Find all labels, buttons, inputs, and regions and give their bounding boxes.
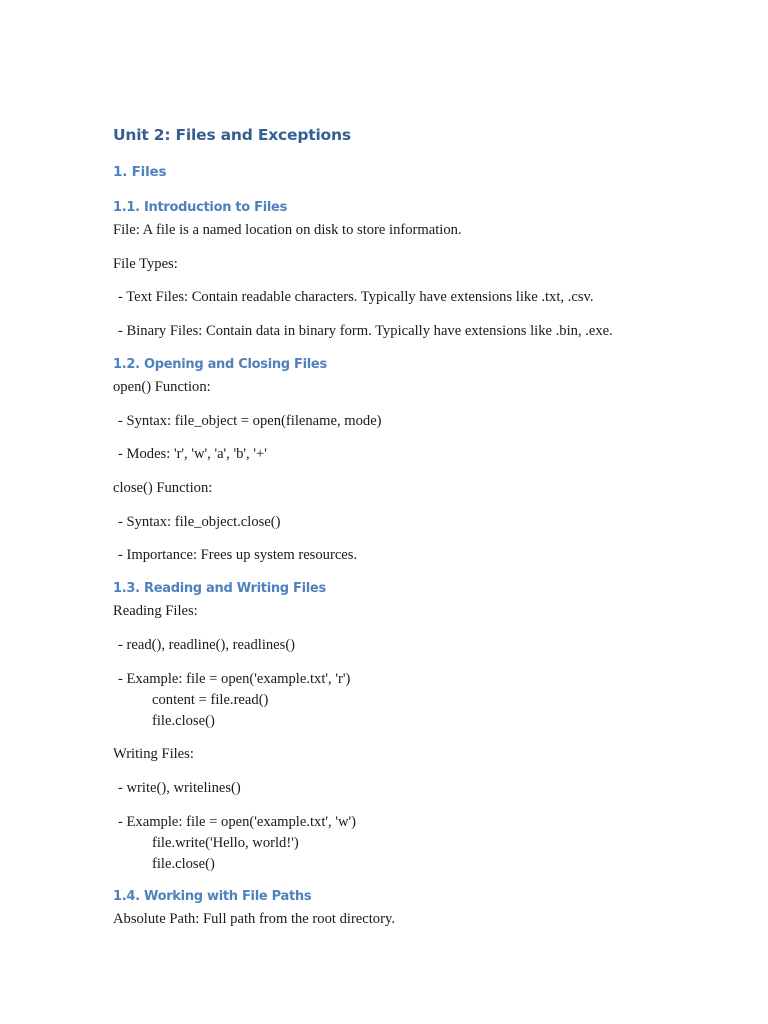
writing-example-line-2: file.write('Hello, world!') xyxy=(152,834,299,851)
reading-example-item xyxy=(118,669,350,731)
subsection-heading-introduction: 1.1. Introduction to Files xyxy=(113,200,288,215)
unit-title: Unit 2: Files and Exceptions xyxy=(113,126,351,144)
reading-files-label: Reading Files: xyxy=(113,603,198,619)
subsection-heading-file-paths: 1.4. Working with File Paths xyxy=(113,889,312,904)
file-types-label: File Types: xyxy=(113,256,178,272)
writing-methods-item: - write(), writelines() xyxy=(118,780,241,796)
text-files-item: - Text Files: Contain readable characters. Typically have extensions like .txt, .csv. xyxy=(118,289,594,305)
reading-methods-item: - read(), readline(), readlines() xyxy=(118,637,296,653)
close-function-label: close() Function: xyxy=(113,480,213,496)
section-heading-files: 1. Files xyxy=(113,164,167,180)
writing-example-line-1: - Example: file = open('example.txt', 'w') xyxy=(118,814,356,830)
reading-example-line-2: content = file.read() xyxy=(152,691,269,708)
subsection-heading-opening-closing: 1.2. Opening and Closing Files xyxy=(113,357,327,372)
writing-files-label: Writing Files: xyxy=(113,746,194,762)
writing-example-item xyxy=(118,812,356,874)
reading-example-line-3: file.close() xyxy=(152,712,215,729)
close-syntax-item: - Syntax: file_object.close() xyxy=(118,514,281,530)
subsection-heading-reading-writing: 1.3. Reading and Writing Files xyxy=(113,581,326,596)
file-definition: File: A file is a named location on disk to store information. xyxy=(113,222,462,238)
close-importance-item: - Importance: Frees up system resources. xyxy=(118,547,358,563)
writing-example-line-3: file.close() xyxy=(152,855,215,872)
open-modes-item: - Modes: 'r', 'w', 'a', 'b', '+' xyxy=(118,446,267,462)
binary-files-item: - Binary Files: Contain data in binary form. Typically have extensions like .bin, .exe. xyxy=(118,323,613,339)
open-function-label: open() Function: xyxy=(113,379,211,395)
open-syntax-item: - Syntax: file_object = open(filename, mode) xyxy=(118,413,382,429)
reading-example-line-1: - Example: file = open('example.txt', 'r') xyxy=(118,671,351,687)
absolute-path-definition: Absolute Path: Full path from the root directory. xyxy=(113,911,395,927)
